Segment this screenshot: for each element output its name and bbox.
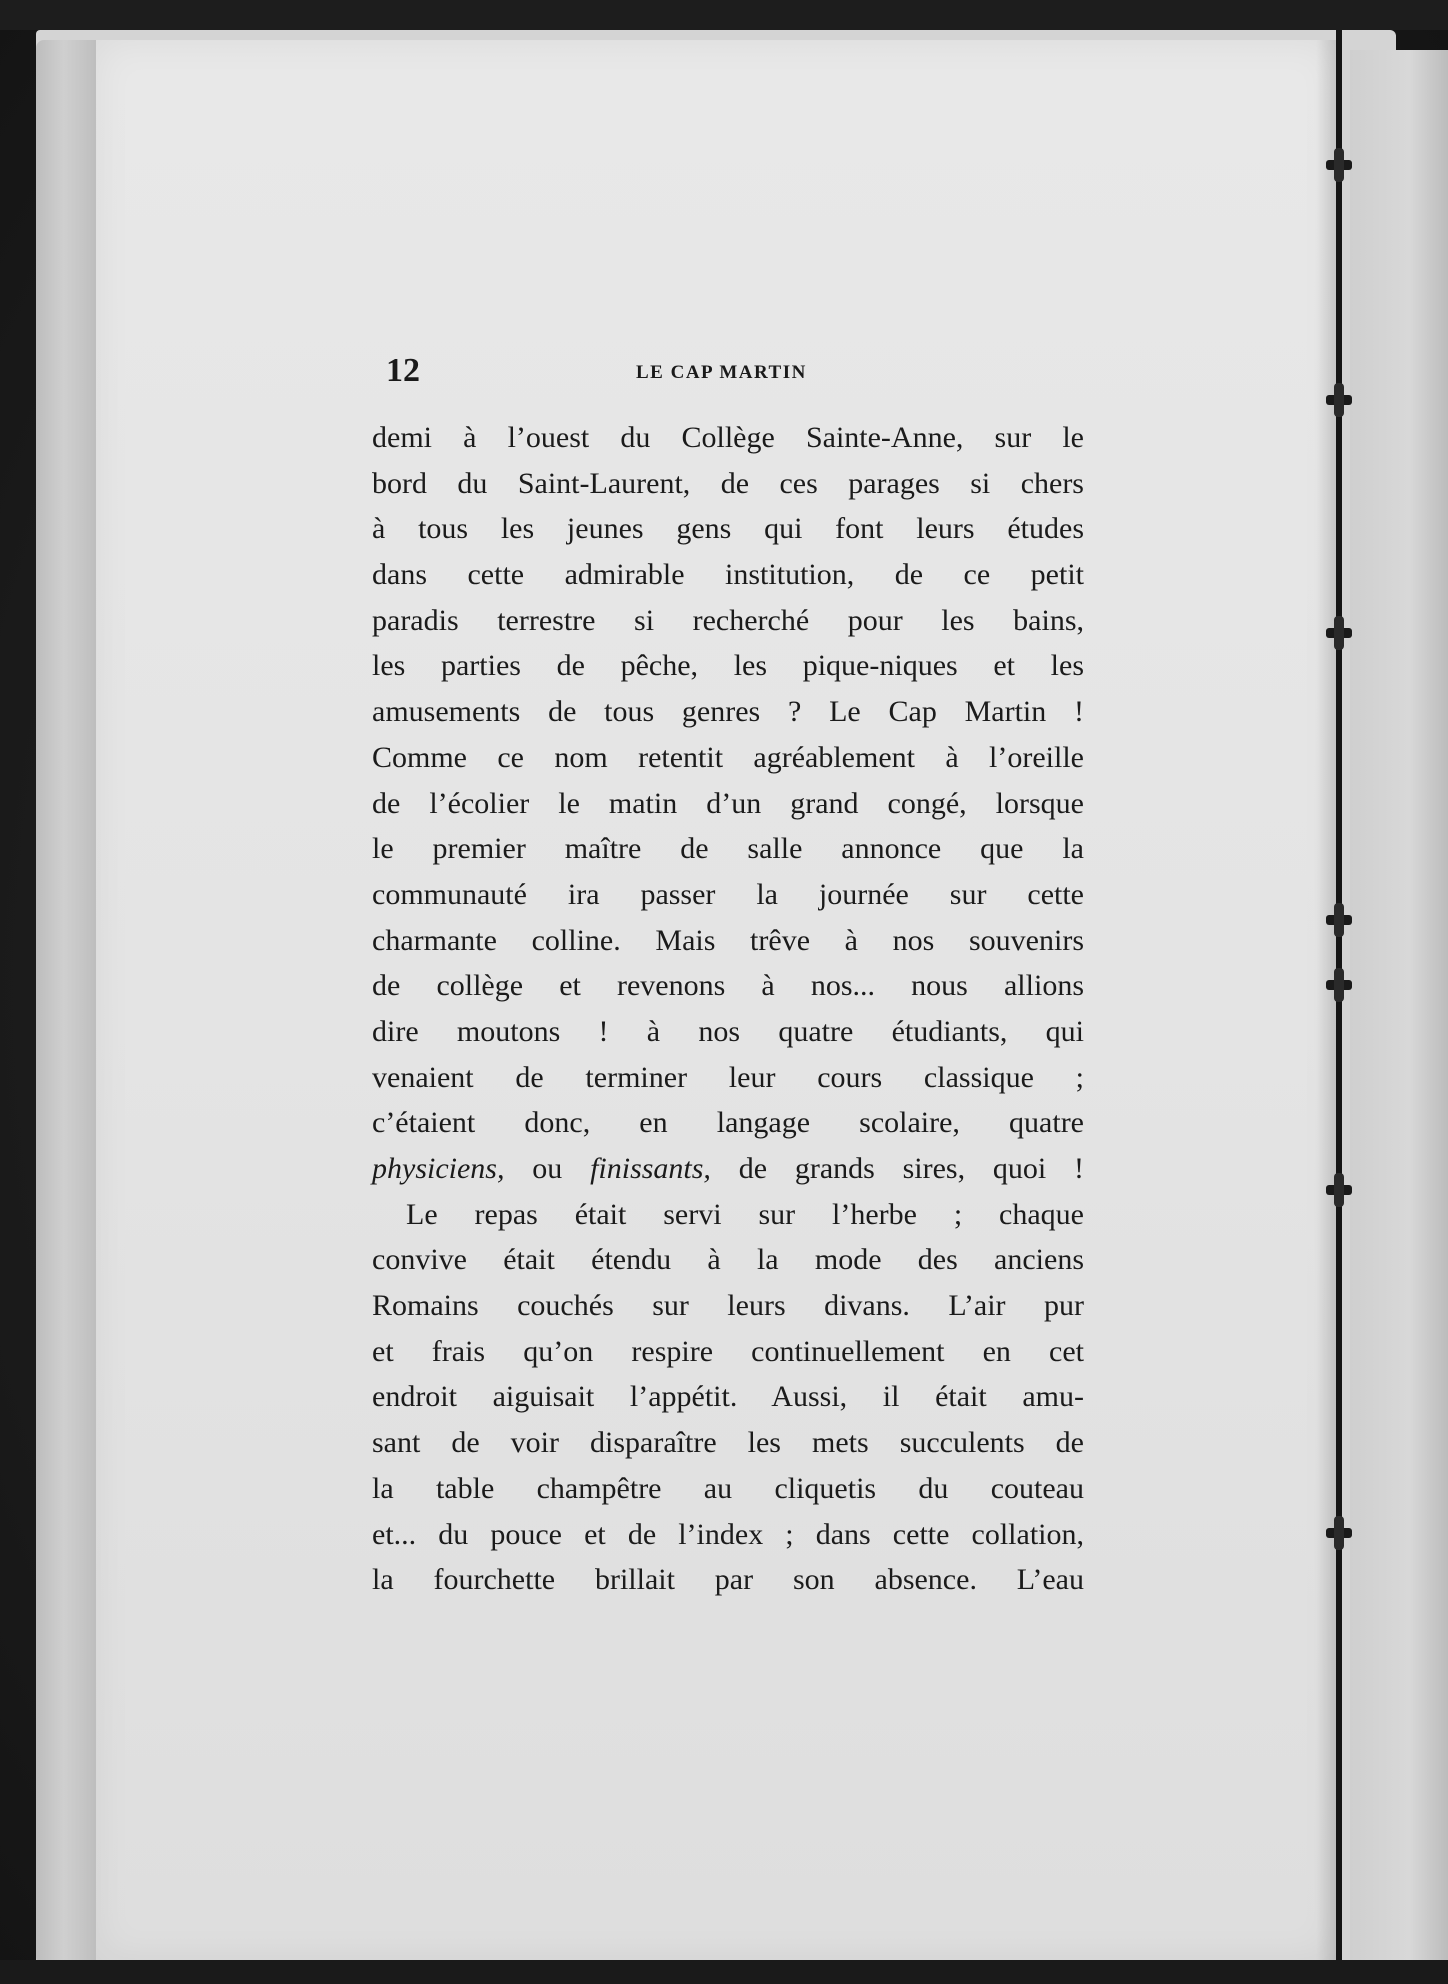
text-line: demi à l’ouest du Collège Sainte-Anne, sur le [372,421,1084,454]
text-line: communauté ira passer la journée sur cette [372,877,1084,911]
text-line: Romains couchés sur leurs divans. L’air pur [372,1289,1084,1323]
text-line: Comme ce nom retentit agréablement à l’oreille [372,740,1084,774]
gutter-shadow [1316,40,1336,1960]
body-text [372,415,1084,1603]
text-line: de collège et revenons à nos... nous allions [372,969,1084,1003]
text-line: venaient de terminer leur cours classique ; [372,1060,1084,1094]
text-line: le premier maître de salle annonce que la [372,832,1084,866]
text-fragment: ou [504,1152,591,1185]
binding-gutter [1336,30,1342,1984]
text-line: endroit aiguisait l’appétit. Aussi, il était amu- [372,1380,1084,1414]
text-line: bord du Saint-Laurent, de ces parages si chers [372,466,1084,500]
text-line: et... du pouce et de l’index ; dans cette collation, [372,1517,1084,1551]
text-line: amusements de tous genres ? Le Cap Martin ! [372,695,1084,729]
binding-stitch [1326,980,1352,990]
text-line: de l’écolier le matin d’un grand congé, lorsque [372,786,1084,820]
text-line: la fourchette brillait par son absence. L’eau [372,1563,1084,1597]
running-title: LE CAP MARTIN [636,362,807,383]
text-line: et frais qu’on respire continuellement en cet [372,1334,1084,1368]
binding-stitch [1326,160,1352,170]
facing-page-edge [1350,50,1448,1980]
page-header [386,352,1086,402]
text-line: les parties de pêche, les pique-niques et les [372,649,1084,683]
italic-word: physiciens, [372,1152,505,1185]
scan-top-border [0,0,1448,30]
text-line: c’étaient donc, en langage scolaire, quatre [372,1106,1084,1140]
scan-bottom-border [0,1960,1448,1984]
italic-word: finissants, [590,1152,711,1185]
text-line-italic-mix [372,1146,1084,1192]
binding-stitch [1326,915,1352,925]
text-line: la table champêtre au cliquetis du couteau [372,1471,1084,1505]
binding-stitch [1326,628,1352,638]
text-line: sant de voir disparaître les mets succulents de [372,1426,1084,1460]
text-fragment: de grands sires, quoi ! [710,1152,1084,1185]
text-line: convive était étendu à la mode des anciens [372,1243,1084,1277]
text-line: à tous les jeunes gens qui font leurs études [372,512,1084,546]
binding-stitch [1326,1528,1352,1538]
text-line: paradis terrestre si recherché pour les bains, [372,603,1084,637]
text-line: dire moutons ! à nos quatre étudiants, qui [372,1014,1084,1048]
paragraph-first-line: Le repas était servi sur l’herbe ; chaque [406,1197,1084,1231]
binding-stitch [1326,395,1352,405]
text-line: charmante colline. Mais trêve à nos souvenirs [372,923,1084,957]
page-number: 12 [386,352,420,389]
binding-stitch [1326,1185,1352,1195]
text-line: dans cette admirable institution, de ce petit [372,558,1084,592]
